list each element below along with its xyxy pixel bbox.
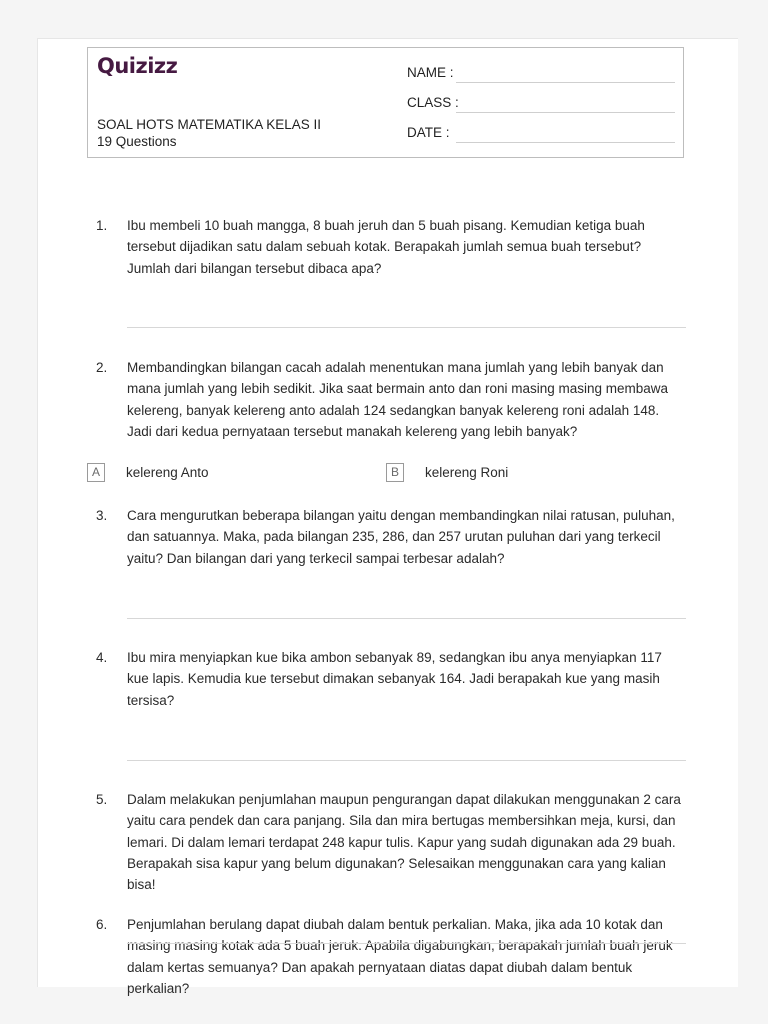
question-number: 4. — [96, 650, 108, 665]
class-label: CLASS : — [407, 95, 459, 110]
question-number: 5. — [96, 792, 108, 807]
name-label: NAME : — [407, 65, 454, 80]
answer-line-5[interactable] — [127, 943, 686, 944]
worksheet-page — [37, 38, 738, 996]
option-b-box[interactable]: B — [386, 463, 404, 482]
answer-line-3[interactable] — [127, 618, 686, 619]
question-text: Dalam melakukan penjumlahan maupun pengurangan dapat dilakukan menggunakan 2 cara yaitu cara pendek dan cara panjang. Sila dan mira bertugas membersihkan meja, kursi, dan lemari. Di dalam lemari terdapat 248 kapur tulis. Kapur yang sudah digunakan ada 29 buah. Berapakah sisa kapur yang belum digunakan? Selesaikan menggunakan cara yang kalian bisa! — [127, 792, 681, 893]
date-label: DATE : — [407, 125, 450, 140]
question-text: Penjumlahan berulang dapat diubah dalam bentuk perkalian. Maka, jika ada 10 kotak dan masing masing kotak ada 5 buah jeruk. Apabila digabungkan, berapakah jumlah buah jeruk dalam kertas semuanya? Dan apakah pernyataan diatas dapat diubah dalam bentuk perkalian? — [127, 917, 673, 996]
option-b-text[interactable]: kelereng Roni — [425, 465, 509, 480]
question-text: Ibu mira menyiapkan kue bika ambon sebanyak 89, sedangkan ibu anya menyiapkan 117 kue lapis. Kemudia kue tersebut dimakan sebanyak 164. Jadi berapakah kue yang masih tersisa? — [127, 650, 662, 708]
worksheet-title: SOAL HOTS MATEMATIKA KELAS II — [97, 117, 322, 132]
quizizz-logo: Quizizz — [97, 54, 178, 78]
question-number: 6. — [96, 917, 108, 932]
question-text: Membandingkan bilangan cacah adalah menentukan mana jumlah yang lebih banyak dan mana jumlah yang lebih sedikit. Jika saat bermain anto dan roni masing masing membawa kelereng, banyak kelereng anto adalah 124 sedangkan banyak kelereng roni adalah 148. Jadi dari kedua pernyataan tersebut manakah kelereng yang lebih banyak? — [127, 360, 669, 439]
question-count: 19 Questions — [97, 134, 177, 149]
class-line — [456, 112, 675, 113]
date-field[interactable] — [407, 125, 675, 145]
date-line — [456, 142, 675, 143]
option-a-text[interactable]: kelereng Anto — [126, 465, 209, 480]
question-number: 1. — [96, 218, 108, 233]
answer-line-4[interactable] — [127, 760, 686, 761]
name-field[interactable] — [407, 65, 675, 85]
question-number: 3. — [96, 508, 108, 523]
option-a-box[interactable]: A — [87, 463, 105, 482]
name-line — [456, 82, 675, 83]
answer-line-1[interactable] — [127, 327, 686, 328]
worksheet-header — [87, 47, 684, 158]
class-field[interactable] — [407, 95, 675, 115]
question-text: Ibu membeli 10 buah mangga, 8 buah jeruh dan 5 buah pisang. Kemudian ketiga buah tersebut dijadikan satu dalam sebuah kotak. Berapakah jumlah semua buah tersebut? Jumlah dari bilangan tersebut dibaca apa? — [127, 218, 645, 276]
question-text: Cara mengurutkan beberapa bilangan yaitu dengan membandingkan nilai ratusan, puluhan, dan satuannya. Maka, pada bilangan 235, 286, dan 257 urutan puluhan dari yang terkecil yaitu? Dan bilangan dari yang terkecil sampai terbesar adalah? — [127, 508, 675, 566]
question-number: 2. — [96, 360, 108, 375]
